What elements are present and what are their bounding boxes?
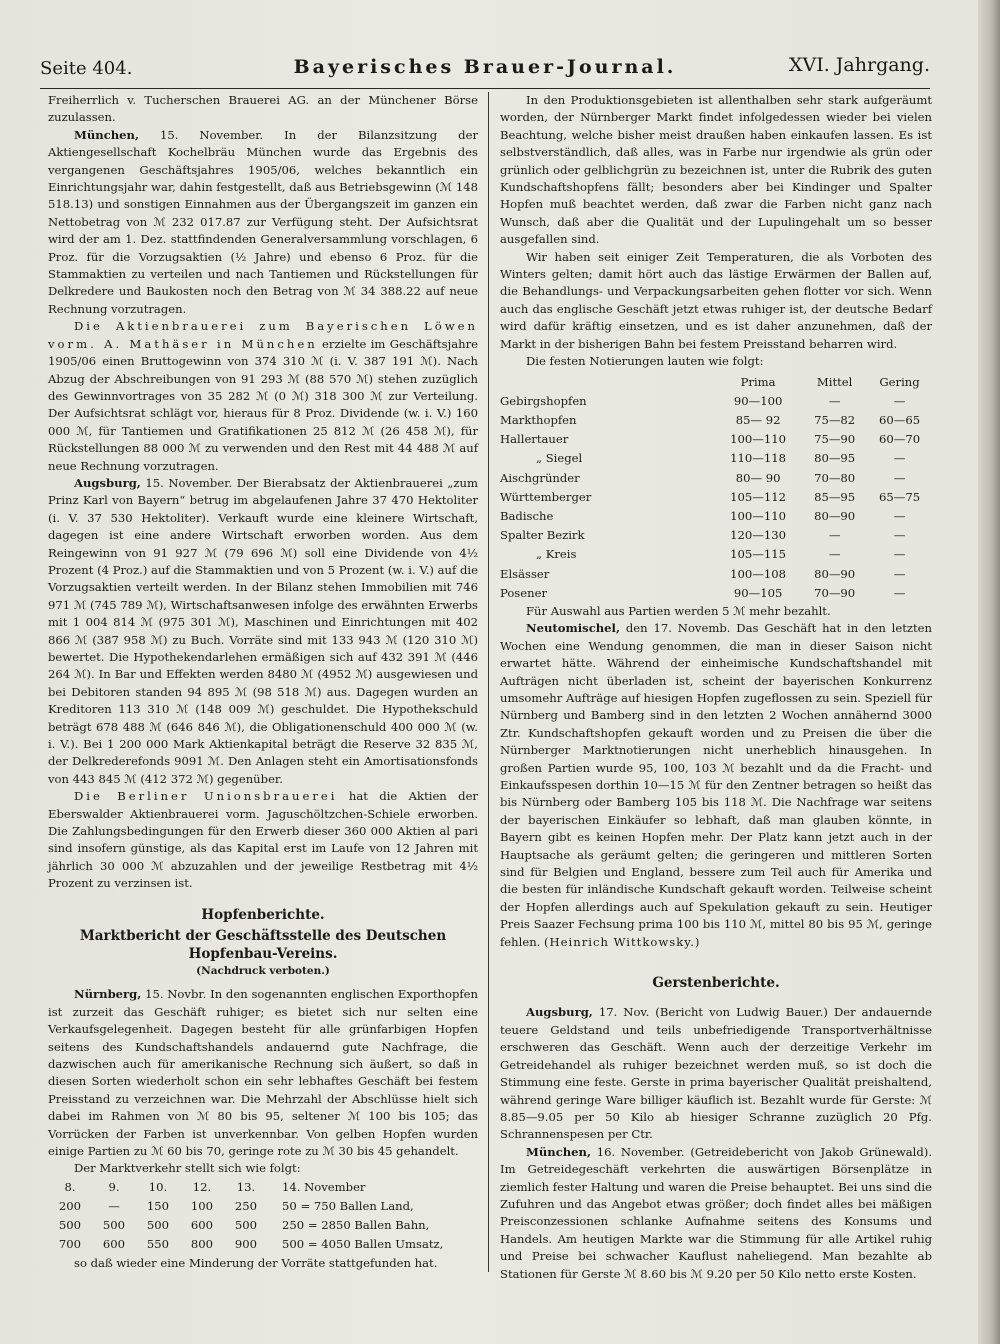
table-cell: 65—75 xyxy=(878,489,921,504)
table-cell: 12. xyxy=(192,1179,212,1194)
book-spine xyxy=(978,0,1000,1344)
table-cell: 8. xyxy=(64,1179,76,1194)
table-cell: 90—100 xyxy=(733,393,783,408)
table-cell: Spalter Bezirk xyxy=(500,528,585,543)
table-cell: — xyxy=(893,547,906,562)
table-cell: 75—82 xyxy=(814,412,856,427)
table-row xyxy=(500,411,932,430)
table-row xyxy=(500,545,932,564)
article-paragraph: München, 16. November. (Getreidebericht von Jakob Grünewald). Im Getreidegeschäft verkehrten die auswärtigen Börsenplätze in ziemlich fester Haltung und waren die Preise behauptet. Bei uns sind die Zufuhren und das Angebot etwas größer; doch findet alles bei mäßigen Preisconzessionen schlanke Aufnahme seitens des Konsums und Handels. Am heutigen Markte war die Stimmung für alle Artikel ruhig und Preise bei schwacher Kauflust naheliegend. Man bezahlte ab Stationen für Gerste ℳ 8.60 bis ℳ 9.20 per 50 Kilo netto erste Kosten. xyxy=(500,1144,932,1281)
table-row xyxy=(500,392,932,411)
table-cell: Elsässer xyxy=(500,566,550,581)
table-cell: 900 xyxy=(234,1237,258,1252)
section-heading-hops: Hopfenberichte. xyxy=(201,906,325,923)
table-row xyxy=(48,1197,478,1216)
table-cell: 100—108 xyxy=(730,566,787,581)
table-cell: Mittel xyxy=(816,374,853,389)
table-cell: „ Kreis xyxy=(536,547,577,562)
table-cell: 150 xyxy=(146,1198,170,1213)
table-cell: — xyxy=(893,393,906,408)
table-cell: 80—90 xyxy=(814,566,856,581)
table-row xyxy=(500,584,932,603)
table-cell: 9. xyxy=(108,1179,120,1194)
journal-title: Bayerisches Brauer-Journal. xyxy=(293,56,677,78)
hop-price-table xyxy=(500,373,932,603)
article-paragraph: Die Berliner Unionsbrauerei hat die Aktien der Eberswalder Aktienbrauerei vorm. Jaguschöltzchen-Schiele erworben. Die Zahlungsbedingungen für den Erwerb dieser 360 000 Aktien al pari sind insofern günstige, als das Kapital erst im Laufe von 12 Jahren mit jährlich 30 000 ℳ abzuzahlen und der jeweilige Restbetrag mit 4½ Prozent zu verzinsen ist. xyxy=(48,789,478,891)
dateline: Nürnberg, xyxy=(74,987,142,1002)
table-cell: Badische xyxy=(500,508,554,523)
dateline: München, xyxy=(526,1144,592,1159)
table-cell xyxy=(500,373,714,392)
dateline: Augsburg, xyxy=(526,1005,593,1020)
table-cell: 100 xyxy=(190,1198,214,1213)
table-cell: — xyxy=(108,1198,120,1213)
table-cell: 550 xyxy=(146,1237,170,1252)
table-cell: — xyxy=(893,508,906,523)
left-column xyxy=(48,92,478,1272)
table-row xyxy=(500,430,932,449)
table-cell: 500 = 4050 Ballen Umsatz, xyxy=(282,1237,444,1252)
table-cell: Posener xyxy=(500,585,547,600)
table-cell: 90—105 xyxy=(733,585,783,600)
article-paragraph: In den Produktionsgebieten ist allenthalben sehr stark aufgeräumt worden, der Nürnberger Markt findet infolgedessen wieder bei vielen Beachtung, welche bisher meist draußen haben einkaufen lassen. Es ist selbstverständlich, daß alles, was in Farbe nur irgendwie als grün oder grünlich oder gelblichgrün zu bezeichnen ist, unter die Rubrik des guten Kundschaftshopfens fällt; besonders aber bei Kindinger und Spalter Hopfen muß beachtet werden, daß zwar die Farben nicht ganz nach Wunsch, daß aber die Qualität und der Lupulingehalt um so besser ausgefallen sind. xyxy=(500,93,932,247)
dateline: Augsburg, xyxy=(74,475,141,490)
table-cell: 14. November xyxy=(282,1179,366,1194)
table-cell: Württemberger xyxy=(500,489,592,504)
table-cell: — xyxy=(828,547,841,562)
table-cell: 600 xyxy=(190,1218,214,1233)
table-cell: — xyxy=(828,393,841,408)
article-paragraph: Augsburg, 15. November. Der Bierabsatz der Aktienbrauerei „zum Prinz Karl von Bayern“ betrug im abgelaufenen Jahre 37 470 Hektoliter (i. V. 37 530 Hektoliter). Verkauft wurde eine kleinere Wirtschaft, dagegen ist eine andere Wirtschaft erworben worden. Aus dem Reingewinn von 91 927 ℳ (79 696 ℳ) soll eine Dividende von 4½ Prozent (4 Proz.) auf die Stammaktien und von 5 Prozent (w. i. V.) auf die Vorzugsaktien verteilt werden. In der Bilanz stehen Immobilien mit 746 971 ℳ (745 789 ℳ), Wirtschaftsanwesen infolge des erwähnten Erwerbs mit 1 004 814 ℳ (975 301 ℳ), Maschinen und Einrichtungen mit 402 866 ℳ (387 958 ℳ) zu Buch. Vorräte sind mit 133 943 ℳ (120 310 ℳ) bewertet. Die Hypothekendarlehen ermäßigen sich auf 432 391 ℳ (446 264 ℳ). In Bar und Effekten werden 8480 ℳ (4952 ℳ) ausgewiesen und bei Debitoren standen 94 895 ℳ (98 518 ℳ) aus. Dagegen wurden an Kreditoren 113 310 ℳ (148 009 ℳ) geschuldet. Die Hypothekschuld beträgt 678 488 ℳ (646 846 ℳ), die Obligationenschuld 400 000 ℳ (w. i. V.). Bei 1 200 000 Mark Aktienkapital beträgt die Reserve 32 835 ℳ, der Delkrederefonds 9091 ℳ. Den Anlagen steht ein Amortisationsfonds von 443 845 ℳ (412 372 ℳ) gegenüber. xyxy=(48,475,478,786)
dateline: Neutomischel, xyxy=(526,621,620,636)
table-row xyxy=(48,1216,478,1235)
table-cell: — xyxy=(828,528,841,543)
table-cell: 80—90 xyxy=(814,508,856,523)
table-cell: Markthopfen xyxy=(500,412,577,427)
right-column xyxy=(500,92,932,1283)
article-paragraph: Nürnberg, 15. Novbr. In den sogenannten englischen Exporthopfen ist zurzeit das Geschäft ruhiger; es bietet sich nur selten eine Verkaufsgelegenheit. Dagegen besteht für alle grünfarbigen Hopfen seitens des Kundschaftshandels andauernd gute Nachfrage, die dazwischen auch für amerikanische Rechnung sich äußert, so daß in diesen Sorten wiederholt schon ein sehr lebhaftes Geschäft bei festem Preisstand zu verzeichnen war. Die Mehrzahl der Abschlüsse hielt sich dabei im Rahmen von ℳ 80 bis 95, seltener ℳ 100 bis 105; das Vorrücken der Farben ist unverkennbar. Von gelben Hopfen wurden einige Partien zu ℳ 60 bis 70, geringe rote zu ℳ 30 bis 45 gehandelt. xyxy=(48,987,478,1158)
table-cell: 200 xyxy=(58,1198,82,1213)
table-cell: 700 xyxy=(58,1237,82,1252)
table-cell: 13. xyxy=(236,1179,256,1194)
table-row xyxy=(500,488,932,507)
column-divider xyxy=(488,92,489,1272)
table-cell: 80—95 xyxy=(814,451,856,466)
table-cell: 110—118 xyxy=(730,451,787,466)
table-cell: 75—90 xyxy=(814,432,856,447)
table-cell: Prima xyxy=(740,374,776,389)
table-cell: 600 xyxy=(102,1237,126,1252)
table-cell: 85— 92 xyxy=(735,412,781,427)
table-header-row xyxy=(500,373,932,392)
article-paragraph: Wir haben seit einiger Zeit Temperaturen, die als Vorboten des Winters gelten; damit hört auch das lästige Erwärmen der Ballen auf, die Behandlungs- und Verpackungsarbeiten gehen flotter vor sich. Wenn auch das englische Geschäft jetzt etwas ruhiger ist, der deutsche Bedarf wird dafür kräftig einsetzen, und es ist daher anzunehmen, daß der Markt in der bisherigen Bahn bei festem Preisstand beharren wird. xyxy=(500,249,932,351)
table-row xyxy=(500,449,932,468)
table-cell: 120—130 xyxy=(730,528,787,543)
table-cell: 105—112 xyxy=(730,489,787,504)
company-name: Die Berliner Unionsbrauerei xyxy=(74,789,338,804)
table-cell: 500 xyxy=(58,1218,82,1233)
table-cell: 250 xyxy=(234,1198,258,1213)
article-paragraph: Die Aktienbrauerei zum Bayerischen Löwen vorm. A. Mathäser in München erzielte im Geschäftsjahre 1905/06 einen Bruttogewinn von 374 310 ℳ (i. V. 387 191 ℳ). Nach Abzug der Abschreibungen von 91 293 ℳ (88 570 ℳ) stehen zuzüglich des Gewinnvortrages von 35 282 ℳ (0 ℳ) 318 300 ℳ zur Verteilung. Der Aufsichtsrat schlägt vor, hieraus für 8 Proz. Dividende (w. i. V.) 160 000 ℳ, für Tantiemen und Gratifikationen 25 812 ℳ (26 458 ℳ), für Rückstellungen 88 000 ℳ zu verwenden und den Rest mit 44 488 ℳ auf neue Rechnung vorzutragen. xyxy=(48,319,478,473)
table-cell: — xyxy=(893,566,906,581)
page-header xyxy=(40,50,930,84)
article-paragraph: München, 15. November. In der Bilanzsitzung der Aktiengesellschaft Kochelbräu München wurde das Ergebnis des vergangenen Geschäftsjahres 1905/06, welches bekanntlich ein Einrichtungsjahr war, dahin festgestellt, daß aus Betriebsgewinn (ℳ 148 518.13) und sonstigen Einnahmen aus der Übergangszeit im ganzen ein Nettobetrag von ℳ 232 017.87 zur Verfügung steht. Der Aufsichtsrat wird der am 1. Dez. stattfindenden Generalversammlung vorschlagen, 6 Proz. für die Vorzugsaktien (½ Jahre) und ebenso 6 Proz. für die Stammaktien zu verteilen und nach Tantiemen und Rückstellungen für Delkredere und Baukosten noch den Betrag von ℳ 34 388.22 auf neue Rechnung vorzutragen. xyxy=(48,127,478,316)
table-cell: 500 xyxy=(146,1218,170,1233)
table-row xyxy=(500,526,932,545)
header-rule xyxy=(40,88,930,89)
table-row xyxy=(500,565,932,584)
market-report-title: Marktbericht der Geschäftsstelle des Deutschen Hopfenbau-Vereins. xyxy=(79,928,447,962)
article-paragraph: Freiherrlich v. Tucherschen Brauerei AG. an der Münchener Börse zuzulassen. xyxy=(48,93,478,125)
article-paragraph: Augsburg, 17. Nov. (Bericht von Ludwig Bauer.) Der andauernde teuere Geldstand und teils unbefriedigende Transportverhältnisse erschweren das Geschäft. Wenn auch der derzeitige Verkehr im Getreidehandel als ruhiger bezeichnet werden muß, so ist doch die Stimmung eine feste. Gerste in prima bayerischer Qualität preishaltend, während geringe Ware billiger käuflich ist. Bezahlt wurde für Gerste: ℳ 8.85—9.05 per 50 Kilo ab hiesiger Schranne zuzüglich 20 Pfg. Schrannenspesen per Ctr. xyxy=(500,1005,932,1142)
page-number: Seite 404. xyxy=(40,58,133,79)
table-cell: 105—115 xyxy=(730,547,787,562)
table-cell: Gering xyxy=(879,374,920,389)
table-row xyxy=(48,1235,478,1254)
author-signature: (Heinrich Wittkowsky.) xyxy=(544,934,701,949)
table-header-row xyxy=(48,1178,478,1197)
table-cell: „ Siegel xyxy=(536,451,583,466)
table-row xyxy=(500,507,932,526)
article-paragraph: Der Marktverkehr stellt sich wie folgt: xyxy=(74,1161,301,1176)
article-paragraph: Für Auswahl aus Partien werden 5 ℳ mehr bezahlt. xyxy=(526,603,831,618)
table-cell: — xyxy=(893,585,906,600)
table-cell: 60—70 xyxy=(878,432,921,447)
table-cell: — xyxy=(893,470,906,485)
table-row xyxy=(500,469,932,488)
table-cell: — xyxy=(893,528,906,543)
table-cell: 70—80 xyxy=(814,470,856,485)
article-paragraph: so daß wieder eine Minderung der Vorräte stattgefunden hat. xyxy=(74,1255,438,1270)
article-paragraph: Die festen Notierungen lauten wie folgt: xyxy=(526,354,764,369)
company-name: Die Aktienbrauerei zum Bayerischen Löwen vorm. A. Mathäser in München xyxy=(48,319,478,351)
reprint-note: (Nachdruck verboten.) xyxy=(196,964,330,977)
volume-label: XVI. Jahrgang. xyxy=(788,54,930,76)
table-cell: 60—65 xyxy=(878,412,921,427)
article-paragraph: Neutomischel, den 17. Novemb. Das Geschäft hat in den letzten Wochen eine Wendung genommen, die man in dieser Saison nicht erwartet hätte. Während der einheimische Kundschaftshandel mit Aufträgen nicht überladen ist, scheint der bayerischen Konkurrenz umsomehr Aufträge auf hiesigen Hopfen zugeflossen zu sein. Speziell für Nürnberg und Bamberg sind in den letzten 2 Wochen annähernd 3000 Ztr. Kundschaftshopfen gekauft worden und zu Preisen die über die Nürnberger Marktnotierungen nicht unerheblich hinausgehen. In großen Partien wurde 95, 100, 103 ℳ bezahlt und da die Fracht- und Einkaufsspesen dorthin 10—15 ℳ für den Zentner betragen so heißt das bis Nürnberg oder Bamberg 105 bis 118 ℳ. Die Nachfrage war seitens der bayerischen Einkäufer so lebhaft, daß man glauben könnte, in Bayern gibt es keinen Hopfen mehr. Der Platz kann jetzt auch in der Hauptsache als geräumt gelten; die geringeren und mittleren Sorten sind für Belgien und England, bessere zum Teil auch für Amerika und die besten für inländische Kundschaft gekauft worden. Teilweise scheint der Hopfen allerdings auch auf Spekulation gekauft zu sein. Heutiger Preis Saazer Fechsung prima 100 bis 110 ℳ, mittel 80 bis 95 ℳ, geringe fehlen. (Heinrich Wittkowsky.) xyxy=(500,621,932,949)
table-cell: 800 xyxy=(190,1237,214,1252)
table-cell: 250 = 2850 Ballen Bahn, xyxy=(282,1218,430,1233)
dateline: München, xyxy=(74,127,140,142)
table-cell: — xyxy=(893,451,906,466)
table-cell: 500 xyxy=(234,1218,258,1233)
table-cell: 70—90 xyxy=(814,585,856,600)
table-cell: 100—110 xyxy=(730,432,787,447)
market-traffic-table xyxy=(48,1178,478,1255)
table-cell: Hallertauer xyxy=(500,432,569,447)
table-cell: 100—110 xyxy=(730,508,787,523)
section-heading-barley: Gerstenberichte. xyxy=(652,975,780,992)
table-cell: 10. xyxy=(148,1179,168,1194)
table-cell: Gebirgshopfen xyxy=(500,393,587,408)
table-cell: Aischgründer xyxy=(500,470,580,485)
table-cell: 500 xyxy=(102,1218,126,1233)
table-cell: 85—95 xyxy=(814,489,856,504)
table-cell: 50 = 750 Ballen Land, xyxy=(282,1198,414,1213)
table-cell: 80— 90 xyxy=(735,470,781,485)
